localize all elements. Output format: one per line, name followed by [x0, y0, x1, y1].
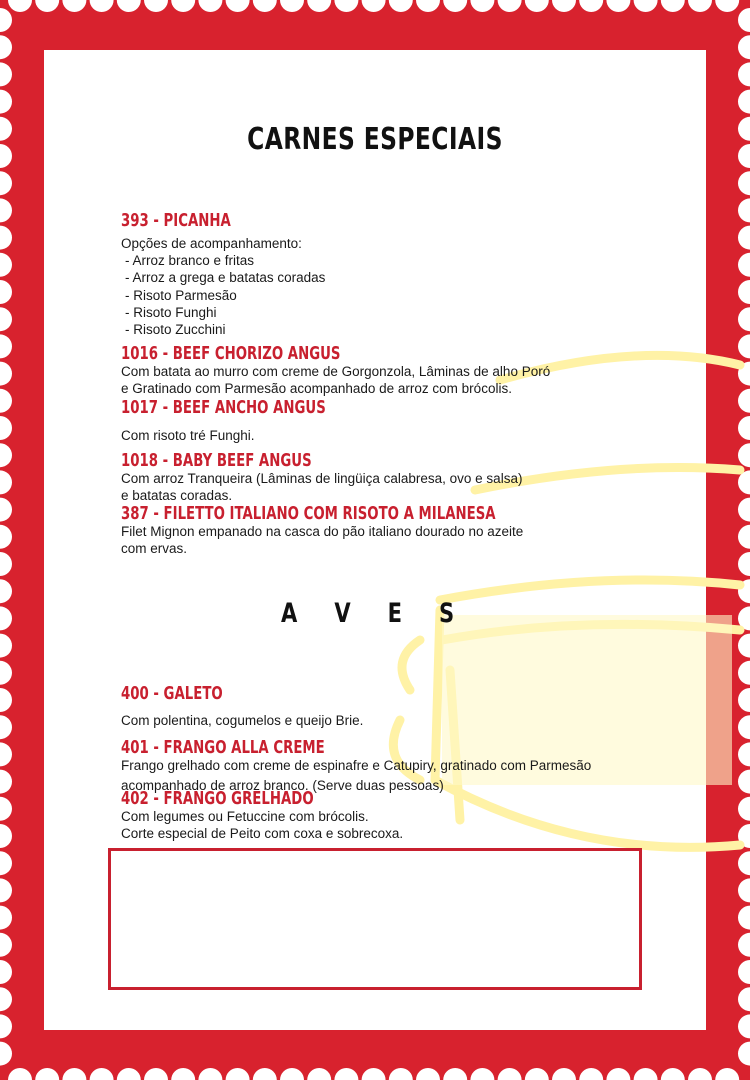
menu-item-baby-beef [121, 452, 641, 504]
menu-item-title: 1018 - BABY BEEF ANGUS [121, 451, 312, 471]
menu-item-description: Com legumes ou Fetuccine com brócolis. [121, 809, 369, 824]
menu-item-description: Corte especial de Peito com coxa e sobrecoxa. [121, 826, 404, 842]
menu-item-title: 393 - PICANHA [121, 211, 231, 231]
menu-item-description: e Gratinado com Parmesão acompanhado de arroz com brócolis. [121, 381, 512, 397]
menu-item-description: Opções de acompanhamento: [121, 236, 302, 251]
menu-item-filetto [121, 505, 641, 557]
section-title-carnes: CARNES ESPECIAIS [247, 122, 503, 157]
menu-item-description: acompanhado de arroz branco. (Serve duas pessoas) [121, 778, 444, 794]
menu-item-beef-ancho [121, 399, 641, 444]
menu-item-description: e batatas coradas. [121, 488, 233, 504]
menu-item-description: Com polentina, cogumelos e queijo Brie. [121, 713, 364, 728]
menu-item-title: 387 - FILETTO ITALIANO COM RISOTO A MILANESA [121, 504, 496, 524]
menu-item-frango-grelhado [121, 790, 641, 842]
menu-item-description: Com arroz Tranqueira (Lâminas de lingüiça calabresa, ovo e salsa) [121, 471, 523, 486]
menu-item-description: com ervas. [121, 541, 188, 557]
menu-item-title: 400 - GALETO [121, 684, 223, 704]
side-option: - Arroz a grega e batatas coradas [125, 270, 326, 286]
menu-item-title: 401 - FRANGO ALLA CREME [121, 738, 325, 758]
menu-item-title: 1016 - BEEF CHORIZO ANGUS [121, 344, 341, 364]
menu-item-title: 1017 - BEEF ANCHO ANGUS [121, 398, 326, 418]
menu-item-frango-alla-creme [121, 739, 641, 794]
menu-item-description: Filet Mignon empanado na casca do pão italiano dourado no azeite [121, 524, 524, 539]
side-option: - Arroz branco e fritas [125, 253, 255, 269]
menu-item-description: Com batata ao murro com creme de Gorgonzola, Lâminas de alho Poró [121, 364, 551, 379]
menu-item-picanha [121, 212, 641, 338]
side-option: - Risoto Funghi [125, 304, 217, 320]
menu-item-title: 402 - FRANGO GRELHADO [121, 789, 314, 809]
menu-item-description: Frango grelhado com creme de espinafre e Catupiry, gratinado com Parmesão [121, 758, 592, 773]
menu-item-galeto [121, 685, 641, 729]
section-title-aves: A V E S [281, 598, 469, 629]
menu-item-description: Com risoto tré Funghi. [121, 428, 255, 443]
side-option: - Risoto Parmesão [125, 287, 237, 303]
empty-notes-box [108, 848, 642, 990]
menu-item-beef-chorizo [121, 345, 641, 397]
side-option: - Risoto Zucchini [125, 322, 226, 338]
